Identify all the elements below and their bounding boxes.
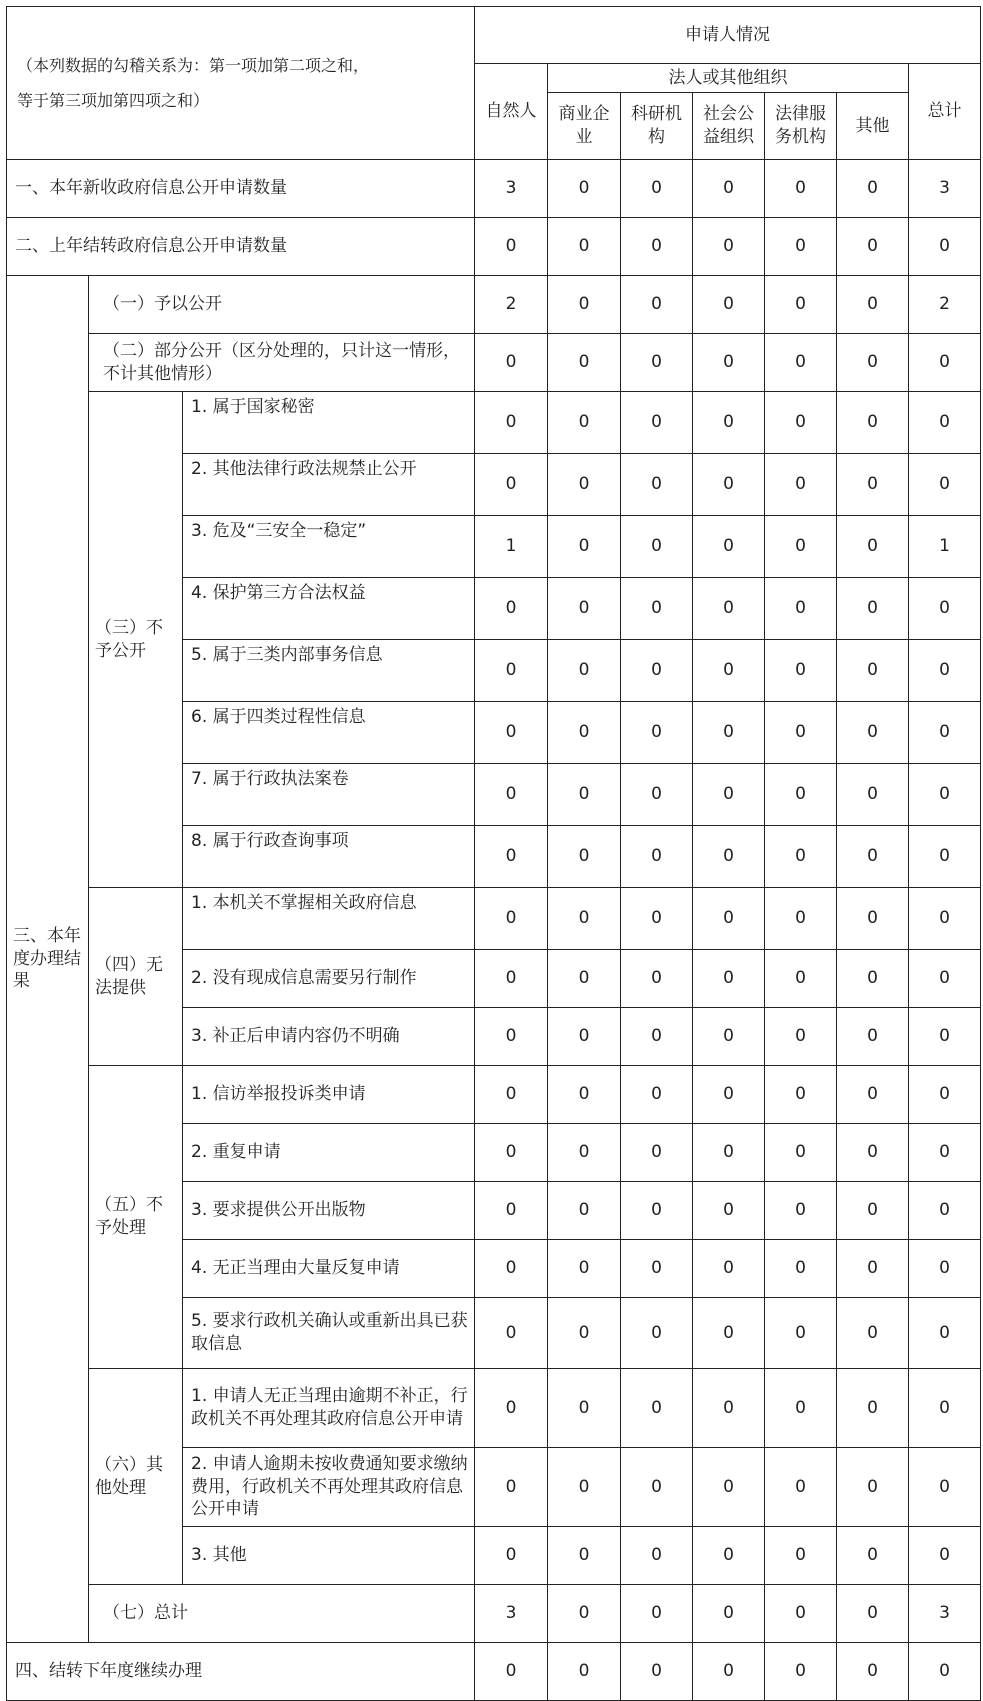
- value-cell: 0: [621, 888, 693, 950]
- value-cell: 0: [837, 1240, 909, 1298]
- row-label: 1. 申请人无正当理由逾期不补正，行政机关不再处理其政府信息公开申请: [183, 1369, 475, 1448]
- value-cell: 0: [548, 1643, 621, 1701]
- value-cell: 3: [909, 160, 981, 218]
- value-cell: 0: [621, 160, 693, 218]
- value-cell: 0: [548, 1008, 621, 1066]
- value-cell: 0: [765, 1182, 837, 1240]
- value-cell: 0: [693, 276, 765, 334]
- value-cell: 0: [765, 1066, 837, 1124]
- value-cell: 0: [548, 950, 621, 1008]
- value-cell: 0: [475, 1066, 548, 1124]
- value-cell: 0: [475, 764, 548, 826]
- value-cell: 0: [765, 640, 837, 702]
- value-cell: 0: [765, 516, 837, 578]
- value-cell: 0: [765, 1448, 837, 1527]
- value-cell: 1: [909, 516, 981, 578]
- value-cell: 0: [909, 218, 981, 276]
- value-cell: 0: [837, 334, 909, 392]
- value-cell: 0: [621, 1448, 693, 1527]
- value-cell: 0: [548, 888, 621, 950]
- value-cell: 0: [765, 1124, 837, 1182]
- value-cell: 0: [621, 516, 693, 578]
- value-cell: 0: [909, 888, 981, 950]
- row-label: 2. 其他法律行政法规禁止公开: [183, 454, 475, 516]
- row-label: 5. 要求行政机关确认或重新出具已获取信息: [183, 1298, 475, 1369]
- value-cell: 0: [548, 160, 621, 218]
- value-cell: 0: [693, 764, 765, 826]
- value-cell: 0: [548, 334, 621, 392]
- value-cell: 0: [548, 392, 621, 454]
- value-cell: 0: [475, 218, 548, 276]
- gov-info-disclosure-table: [6, 6, 981, 1701]
- value-cell: 0: [621, 1008, 693, 1066]
- section-3-label: 三、本年度办理结果: [7, 276, 89, 1643]
- value-cell: 0: [837, 1008, 909, 1066]
- value-cell: 0: [548, 454, 621, 516]
- header-total: 总计: [909, 64, 981, 160]
- value-cell: 0: [909, 1240, 981, 1298]
- value-cell: 0: [693, 1124, 765, 1182]
- table-row: [7, 1369, 981, 1448]
- value-cell: 0: [693, 1448, 765, 1527]
- value-cell: 0: [765, 950, 837, 1008]
- value-cell: 0: [548, 1369, 621, 1448]
- table-row: [7, 1066, 981, 1124]
- value-cell: 0: [475, 640, 548, 702]
- value-cell: 0: [621, 1240, 693, 1298]
- value-cell: 0: [837, 1369, 909, 1448]
- value-cell: 0: [693, 1298, 765, 1369]
- value-cell: 0: [909, 1448, 981, 1527]
- value-cell: 0: [693, 1527, 765, 1585]
- value-cell: 0: [475, 1448, 548, 1527]
- value-cell: 0: [621, 1527, 693, 1585]
- value-cell: 0: [765, 888, 837, 950]
- row-label: 4. 保护第三方合法权益: [183, 578, 475, 640]
- value-cell: 0: [765, 334, 837, 392]
- value-cell: 0: [837, 1585, 909, 1643]
- value-cell: 0: [909, 702, 981, 764]
- value-cell: 3: [909, 1585, 981, 1643]
- value-cell: 0: [621, 454, 693, 516]
- value-cell: 0: [765, 1369, 837, 1448]
- header-research: 科研机构: [621, 93, 693, 160]
- value-cell: 0: [909, 454, 981, 516]
- value-cell: 0: [475, 578, 548, 640]
- value-cell: 0: [765, 218, 837, 276]
- value-cell: 0: [837, 160, 909, 218]
- value-cell: 0: [621, 218, 693, 276]
- value-cell: 0: [548, 1448, 621, 1527]
- value-cell: 0: [909, 1066, 981, 1124]
- value-cell: 0: [621, 1182, 693, 1240]
- value-cell: 0: [837, 578, 909, 640]
- header-note-line1: （本列数据的勾稽关系为：第一项加第二项之和，: [17, 55, 370, 75]
- value-cell: 0: [693, 702, 765, 764]
- value-cell: 0: [693, 1585, 765, 1643]
- value-cell: 0: [621, 1585, 693, 1643]
- value-cell: 0: [765, 1008, 837, 1066]
- value-cell: 0: [475, 1369, 548, 1448]
- value-cell: 0: [837, 1124, 909, 1182]
- header-note-line2: 等于第三项加第四项之和）: [17, 91, 210, 110]
- value-cell: 0: [548, 702, 621, 764]
- statistics-document: [6, 6, 977, 1701]
- row-label: 1. 本机关不掌握相关政府信息: [183, 888, 475, 950]
- value-cell: 0: [837, 1298, 909, 1369]
- value-cell: 0: [837, 1643, 909, 1701]
- value-cell: 0: [621, 950, 693, 1008]
- value-cell: 0: [765, 454, 837, 516]
- value-cell: 0: [693, 218, 765, 276]
- value-cell: 0: [765, 764, 837, 826]
- row-label: 4. 无正当理由大量反复申请: [183, 1240, 475, 1298]
- value-cell: 0: [621, 1124, 693, 1182]
- value-cell: 0: [909, 392, 981, 454]
- value-cell: 3: [475, 1585, 548, 1643]
- value-cell: 0: [548, 1585, 621, 1643]
- value-cell: 0: [765, 578, 837, 640]
- value-cell: 0: [548, 826, 621, 888]
- value-cell: 0: [548, 1066, 621, 1124]
- value-cell: 2: [475, 276, 548, 334]
- group-label-g4: （四）无法提供: [89, 888, 183, 1066]
- row-label: 6. 属于四类过程性信息: [183, 702, 475, 764]
- value-cell: 0: [765, 160, 837, 218]
- value-cell: 0: [621, 276, 693, 334]
- value-cell: 0: [621, 1369, 693, 1448]
- header-applicant-situation: 申请人情况: [475, 7, 981, 64]
- table-row: [7, 392, 981, 454]
- value-cell: 1: [475, 516, 548, 578]
- value-cell: 0: [548, 1182, 621, 1240]
- value-cell: 0: [693, 1066, 765, 1124]
- value-cell: 0: [837, 888, 909, 950]
- group-label-g5: （五）不予处理: [89, 1066, 183, 1369]
- value-cell: 0: [475, 1527, 548, 1585]
- value-cell: 0: [621, 334, 693, 392]
- value-cell: 0: [909, 1643, 981, 1701]
- value-cell: 0: [548, 764, 621, 826]
- row-label: 3. 其他: [183, 1527, 475, 1585]
- value-cell: 0: [693, 1182, 765, 1240]
- value-cell: 0: [621, 1643, 693, 1701]
- row-label: 一、本年新收政府信息公开申请数量: [7, 160, 475, 218]
- header-commercial: 商业企业: [548, 93, 621, 160]
- group-label-g3: （三）不予公开: [89, 392, 183, 888]
- value-cell: 0: [765, 1527, 837, 1585]
- value-cell: 0: [475, 950, 548, 1008]
- value-cell: 0: [909, 334, 981, 392]
- value-cell: 0: [909, 1369, 981, 1448]
- value-cell: 0: [693, 160, 765, 218]
- value-cell: 0: [621, 1066, 693, 1124]
- row-label: 二、上年结转政府信息公开申请数量: [7, 218, 475, 276]
- row-label: （二）部分公开（区分处理的，只计这一情形，不计其他情形）: [89, 334, 475, 392]
- row-label: （七）总计: [89, 1585, 475, 1643]
- value-cell: 0: [548, 276, 621, 334]
- value-cell: 0: [475, 1298, 548, 1369]
- value-cell: 0: [621, 640, 693, 702]
- value-cell: 0: [621, 826, 693, 888]
- value-cell: 0: [475, 826, 548, 888]
- table-row: [7, 218, 981, 276]
- value-cell: 0: [693, 950, 765, 1008]
- value-cell: 0: [693, 1643, 765, 1701]
- row-label: 3. 要求提供公开出版物: [183, 1182, 475, 1240]
- value-cell: 0: [475, 334, 548, 392]
- row-label: 3. 危及“三安全一稳定”: [183, 516, 475, 578]
- value-cell: 0: [909, 826, 981, 888]
- value-cell: 0: [693, 826, 765, 888]
- value-cell: 0: [909, 1182, 981, 1240]
- value-cell: 0: [475, 702, 548, 764]
- header-other: 其他: [837, 93, 909, 160]
- value-cell: 0: [693, 516, 765, 578]
- value-cell: 0: [621, 578, 693, 640]
- value-cell: 0: [837, 764, 909, 826]
- value-cell: 0: [765, 826, 837, 888]
- row-label: 7. 属于行政执法案卷: [183, 764, 475, 826]
- table-row: [7, 160, 981, 218]
- value-cell: 0: [548, 1240, 621, 1298]
- value-cell: 0: [693, 1008, 765, 1066]
- value-cell: 0: [909, 950, 981, 1008]
- value-cell: 0: [693, 888, 765, 950]
- value-cell: 0: [837, 1527, 909, 1585]
- value-cell: 0: [548, 640, 621, 702]
- row-label: 四、结转下年度继续办理: [7, 1643, 475, 1701]
- value-cell: 0: [765, 392, 837, 454]
- value-cell: 0: [837, 826, 909, 888]
- row-label: （一）予以公开: [89, 276, 475, 334]
- value-cell: 0: [475, 1008, 548, 1066]
- value-cell: 2: [909, 276, 981, 334]
- value-cell: 0: [475, 888, 548, 950]
- value-cell: 3: [475, 160, 548, 218]
- value-cell: 0: [621, 702, 693, 764]
- value-cell: 0: [475, 1643, 548, 1701]
- value-cell: 0: [475, 392, 548, 454]
- value-cell: 0: [765, 1643, 837, 1701]
- value-cell: 0: [548, 578, 621, 640]
- value-cell: 0: [621, 764, 693, 826]
- value-cell: 0: [548, 1298, 621, 1369]
- value-cell: 0: [837, 218, 909, 276]
- value-cell: 0: [765, 702, 837, 764]
- table-row: [7, 276, 981, 334]
- row-label: 2. 没有现成信息需要另行制作: [183, 950, 475, 1008]
- value-cell: 0: [909, 640, 981, 702]
- value-cell: 0: [548, 516, 621, 578]
- value-cell: 0: [837, 392, 909, 454]
- value-cell: 0: [765, 276, 837, 334]
- value-cell: 0: [693, 1240, 765, 1298]
- value-cell: 0: [909, 1527, 981, 1585]
- value-cell: 0: [765, 1240, 837, 1298]
- value-cell: 0: [693, 640, 765, 702]
- table-row: [7, 1585, 981, 1643]
- value-cell: 0: [909, 1298, 981, 1369]
- row-label: 1. 属于国家秘密: [183, 392, 475, 454]
- value-cell: 0: [693, 1369, 765, 1448]
- value-cell: 0: [837, 702, 909, 764]
- value-cell: 0: [837, 640, 909, 702]
- row-label: 5. 属于三类内部事务信息: [183, 640, 475, 702]
- group-label-g6: （六）其他处理: [89, 1369, 183, 1585]
- value-cell: 0: [548, 218, 621, 276]
- value-cell: 0: [693, 334, 765, 392]
- row-label: 1. 信访举报投诉类申请: [183, 1066, 475, 1124]
- header-legal-org-group: 法人或其他组织: [548, 64, 909, 93]
- value-cell: 0: [475, 1182, 548, 1240]
- value-cell: 0: [909, 764, 981, 826]
- value-cell: 0: [909, 1124, 981, 1182]
- value-cell: 0: [548, 1527, 621, 1585]
- value-cell: 0: [765, 1298, 837, 1369]
- header-legal-service: 法律服务机构: [765, 93, 837, 160]
- value-cell: 0: [837, 1448, 909, 1527]
- value-cell: 0: [475, 1240, 548, 1298]
- value-cell: 0: [837, 454, 909, 516]
- value-cell: 0: [475, 454, 548, 516]
- value-cell: 0: [693, 454, 765, 516]
- table-row: [7, 888, 981, 950]
- value-cell: 0: [693, 392, 765, 454]
- header-note-cell: [7, 7, 475, 160]
- value-cell: 0: [693, 578, 765, 640]
- row-label: 8. 属于行政查询事项: [183, 826, 475, 888]
- value-cell: 0: [765, 1585, 837, 1643]
- value-cell: 0: [475, 1124, 548, 1182]
- value-cell: 0: [621, 1298, 693, 1369]
- value-cell: 0: [548, 1124, 621, 1182]
- value-cell: 0: [621, 392, 693, 454]
- row-label: 2. 重复申请: [183, 1124, 475, 1182]
- value-cell: 0: [837, 950, 909, 1008]
- value-cell: 0: [837, 276, 909, 334]
- value-cell: 0: [909, 578, 981, 640]
- value-cell: 0: [837, 516, 909, 578]
- row-label: 2. 申请人逾期未按收费通知要求缴纳费用，行政机关不再处理其政府信息公开申请: [183, 1448, 475, 1527]
- value-cell: 0: [837, 1182, 909, 1240]
- value-cell: 0: [837, 1066, 909, 1124]
- table-row: [7, 1643, 981, 1701]
- row-label: 3. 补正后申请内容仍不明确: [183, 1008, 475, 1066]
- header-natural-person: 自然人: [475, 64, 548, 160]
- table-row: [7, 334, 981, 392]
- value-cell: 0: [909, 1008, 981, 1066]
- header-public-welfare: 社会公益组织: [693, 93, 765, 160]
